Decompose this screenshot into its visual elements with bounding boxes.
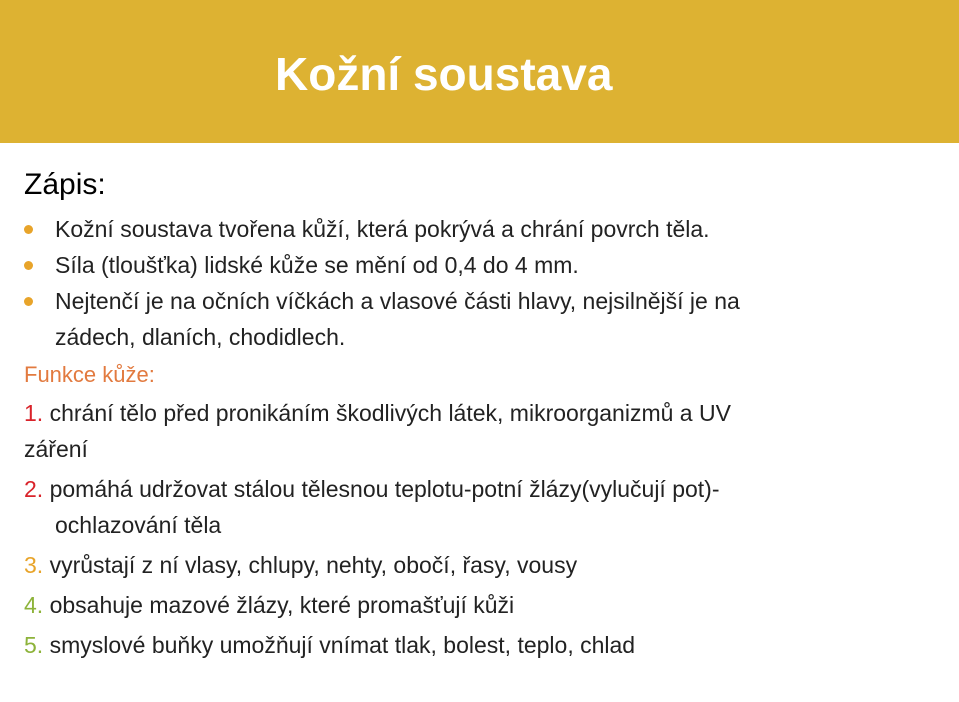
- notes-heading: Zápis:: [24, 168, 106, 201]
- list-item: [24, 283, 939, 355]
- item-text: vyrůstají z ní vlasy, chlupy, nehty, obočí, řasy, vousy: [43, 552, 578, 578]
- list-item: [24, 247, 939, 283]
- item-text: smyslové buňky umožňují vnímat tlak, bolest, teplo, chlad: [43, 632, 636, 658]
- item-text: obsahuje mazové žlázy, které promašťují kůži: [43, 592, 515, 618]
- list-item: [24, 587, 939, 623]
- bullet-dot-icon: [24, 261, 33, 270]
- item-text-continuation: záření: [24, 436, 88, 462]
- item-text-continuation: ochlazování těla: [55, 512, 222, 538]
- bullet-text-continuation: zádech, dlaních, chodidlech.: [55, 324, 346, 350]
- item-text: chrání tělo před pronikáním škodlivých látek, mikroorganizmů a UV: [43, 400, 731, 426]
- item-number: 3.: [24, 552, 44, 578]
- item-number: 1.: [24, 400, 44, 426]
- list-item: [24, 471, 939, 543]
- item-text: pomáhá udržovat stálou tělesnou teplotu-potní žlázy(vylučují pot)-: [43, 476, 720, 502]
- page-title: Kožní soustava: [275, 48, 613, 100]
- item-number: 5.: [24, 632, 44, 658]
- list-item: [24, 395, 939, 467]
- item-number: 2.: [24, 476, 44, 502]
- bullet-dot-icon: [24, 297, 33, 306]
- bullet-list: [24, 211, 939, 355]
- slide-content: [24, 165, 939, 667]
- bullet-text: Síla (tloušťka) lidské kůže se mění od 0,4 do 4 mm.: [55, 252, 579, 278]
- list-item: [24, 211, 939, 247]
- bullet-dot-icon: [24, 225, 33, 234]
- functions-heading: Funkce kůže:: [24, 362, 155, 387]
- list-item: [24, 627, 939, 663]
- list-item: [24, 547, 939, 583]
- bullet-text: Kožní soustava tvořena kůží, která pokrývá a chrání povrch těla.: [55, 216, 710, 242]
- item-number: 4.: [24, 592, 44, 618]
- bullet-text: Nejtenčí je na očních víčkách a vlasové části hlavy, nejsilnější je na: [55, 288, 740, 314]
- functions-list: [24, 395, 939, 663]
- title-band: [0, 0, 959, 143]
